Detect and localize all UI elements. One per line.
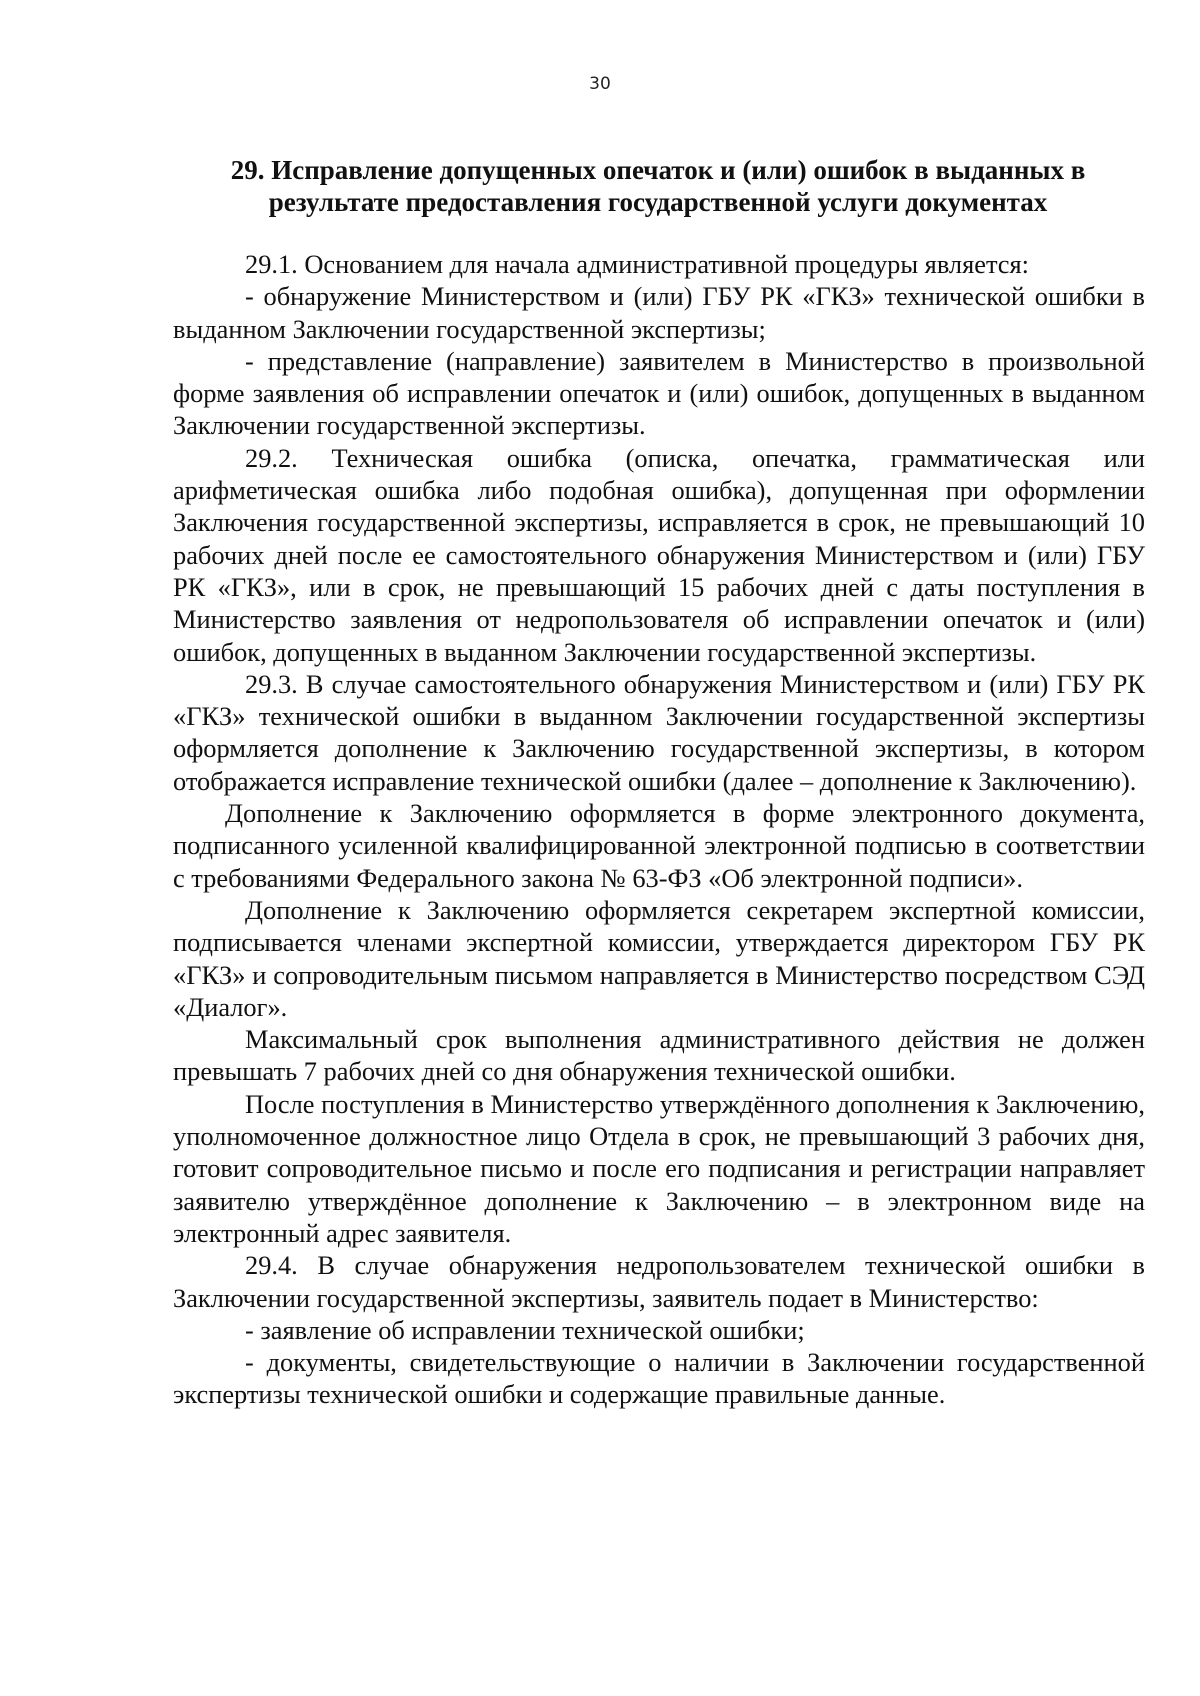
paragraph-29-4-item-2: - документы, свидетельствующие о наличии в Заключении государственной экспертизы технической ошибки и содержащие правильные данные. — [173, 1347, 1145, 1410]
paragraph-supplement-form: Дополнение к Заключению оформляется в форме электронного документа, подписанного усиленной квалифицированной электронной подписью в соответствии с требованиями Федерального закона № 63-ФЗ «Об электронной подписи». — [173, 798, 1145, 893]
paragraph-29-3: 29.3. В случае самостоятельного обнаружения Министерством и (или) ГБУ РК «ГКЗ» технической ошибки в выданном Заключении государственной экспертизы оформляется дополнение к Заключению государственной экспертизы, в котором отображается исправление технической ошибки (далее – дополнение к Заключению). — [173, 668, 1145, 796]
document-body — [173, 248, 1145, 1411]
section-heading-line-1: 29. Исправление допущенных опечаток и (или) ошибок в выданных в — [230, 155, 1086, 185]
paragraph-29-1-item-2: - представление (направление) заявителем в Министерство в произвольной форме заявления об исправлении опечаток и (или) ошибок, допущенных в выданном Заключении государственной экспертизы. — [173, 345, 1145, 441]
paragraph-29-1: 29.1. Основанием для начала административной процедуры является: — [245, 249, 1029, 279]
page-number: 30 — [589, 74, 611, 94]
paragraph-supplement-signing: Дополнение к Заключению оформляется секретарем экспертной комиссии, подписывается членами экспертной комиссии, утверждается директором ГБУ РК «ГКЗ» и сопроводительным письмом направляется в Министерство посредством СЭД «Диалог». — [173, 894, 1145, 1022]
paragraph-29-2: 29.2. Техническая ошибка (описка, опечатка, грамматическая или арифметическая ошибка либо подобная ошибка), допущенная при оформлении Заключения государственной экспертизы, исправляется в срок, не превышающий 10 рабочих дней после ее самостоятельного обнаружения Министерством и (или) ГБУ РК «ГКЗ», или в срок, не превышающий 15 рабочих дней с даты поступления в Министерство заявления от недропользователя об исправлении опечаток и (или) ошибок, допущенных в выданном Заключении государственной экспертизы. — [173, 442, 1145, 667]
section-heading — [170, 154, 1146, 218]
paragraph-29-4: 29.4. В случае обнаружения недропользователем технической ошибки в Заключении государственной экспертизы, заявитель подает в Министерство: — [173, 1250, 1145, 1313]
paragraph-29-1-item-1: - обнаружение Министерством и (или) ГБУ РК «ГКЗ» технической ошибки в выданном Заключении государственной экспертизы; — [173, 281, 1145, 344]
paragraph-max-term: Максимальный срок выполнения административного действия не должен превышать 7 рабочих дней со дня обнаружения технической ошибки. — [173, 1024, 1145, 1087]
paragraph-after-receipt: После поступления в Министерство утверждённого дополнения к Заключению, уполномоченное должностное лицо Отдела в срок, не превышающий 3 рабочих дня, готовит сопроводительное письмо и после его подписания и регистрации направляет заявителю утверждённое дополнение к Заключению – в электронном виде на электронный адрес заявителя. — [173, 1088, 1145, 1248]
section-heading-line-2: результате предоставления государственной услуги документах — [268, 187, 1048, 217]
paragraph-29-4-item-1: - заявление об исправлении технической ошибки; — [245, 1314, 805, 1345]
